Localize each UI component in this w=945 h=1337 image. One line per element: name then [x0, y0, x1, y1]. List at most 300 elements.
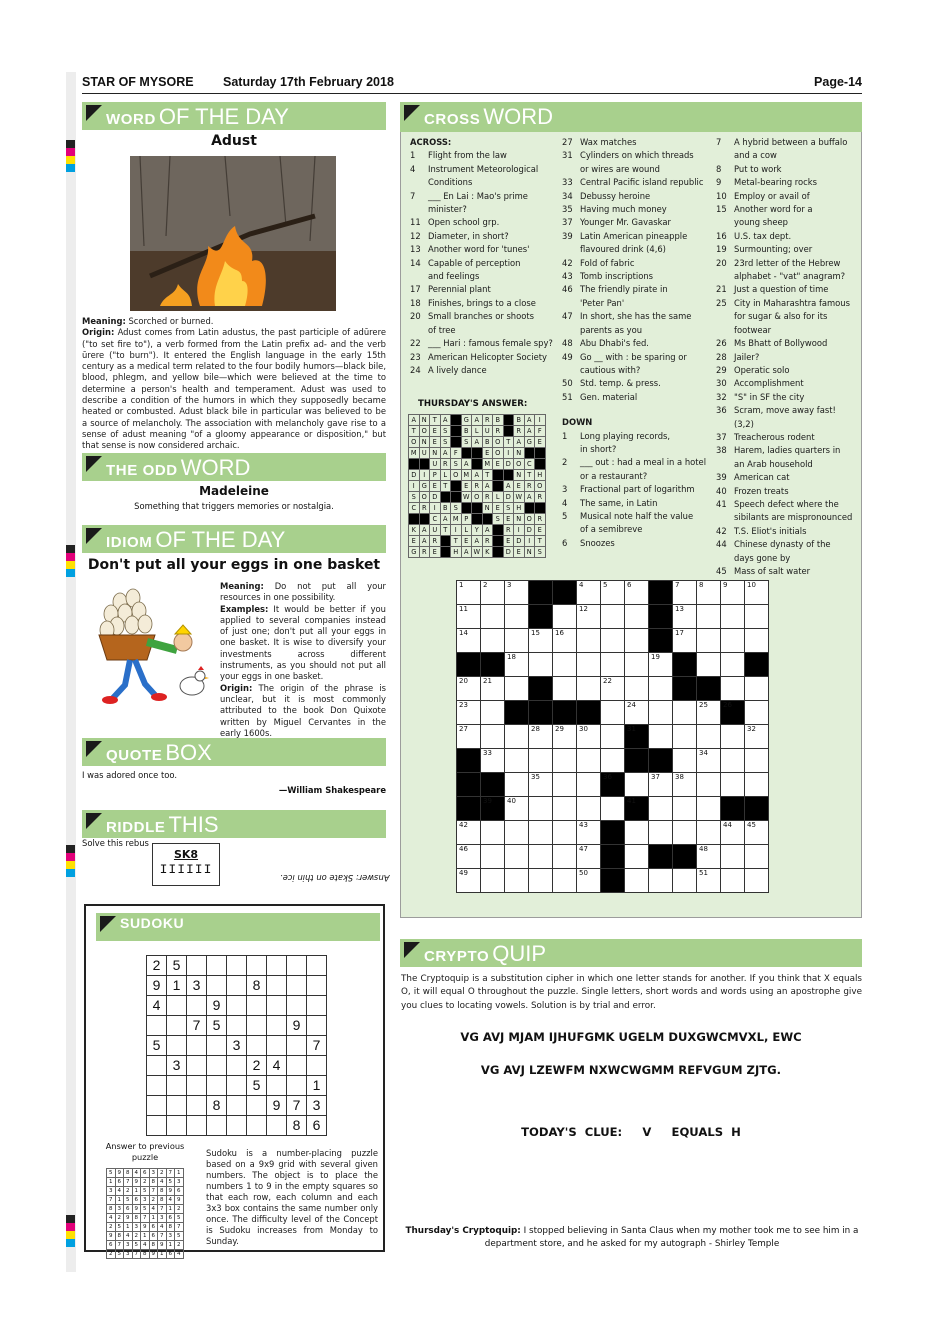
- sudoku-cell[interactable]: [307, 976, 327, 996]
- cell-number: 35: [531, 773, 540, 781]
- crossword-cell[interactable]: [481, 869, 505, 893]
- sudoku-cell[interactable]: [247, 1016, 267, 1036]
- sudoku-cell[interactable]: [227, 1096, 247, 1116]
- crossword-cell[interactable]: [673, 773, 697, 797]
- crossword-cell[interactable]: [577, 581, 601, 605]
- crossword-cell[interactable]: [745, 605, 769, 629]
- crossword-cell[interactable]: [577, 797, 601, 821]
- answer-cell: E: [535, 525, 546, 536]
- sudoku-cell[interactable]: [167, 996, 187, 1016]
- crossword-cell[interactable]: [481, 605, 505, 629]
- crossword-cell[interactable]: [721, 653, 745, 677]
- riddle-answer: Answer: Skate on thin ice.: [280, 873, 390, 883]
- crossword-cell[interactable]: [745, 869, 769, 893]
- crossword-cell[interactable]: [697, 773, 721, 797]
- sudoku-cell[interactable]: [287, 956, 307, 976]
- sudoku-cell[interactable]: [167, 1116, 187, 1136]
- sudoku-cell[interactable]: 2: [147, 956, 167, 976]
- crossword-cell[interactable]: [577, 677, 601, 701]
- crossword-cell[interactable]: [649, 677, 673, 701]
- crossword-cell[interactable]: [553, 653, 577, 677]
- crossword-cell[interactable]: [457, 605, 481, 629]
- odd-word-header: [82, 453, 386, 481]
- prev-answer-cell: 1: [158, 1250, 167, 1259]
- crossword-cell[interactable]: [505, 869, 529, 893]
- answer-cell: R: [430, 536, 441, 547]
- crossword-cell[interactable]: [697, 701, 721, 725]
- down-title: DOWN: [562, 417, 593, 428]
- origin-text: The origin of the phrase is unclear, but it is most commonly attributed to the book Don Quixote written by Miguel Cervantes in the early 1600s.: [220, 682, 386, 738]
- crossword-cell[interactable]: [697, 653, 721, 677]
- crossword-cell[interactable]: [649, 701, 673, 725]
- sudoku-cell[interactable]: [187, 1076, 207, 1096]
- crossword-cell[interactable]: [505, 797, 529, 821]
- crossword-cell[interactable]: [649, 725, 673, 749]
- sudoku-cell[interactable]: 7: [187, 1016, 207, 1036]
- crossword-cell[interactable]: [745, 629, 769, 653]
- crossword-cell[interactable]: [697, 797, 721, 821]
- sudoku-cell[interactable]: 4: [147, 996, 167, 1016]
- answer-cell: E: [504, 536, 515, 547]
- answer-cell: [451, 492, 462, 503]
- crossword-cell[interactable]: [745, 701, 769, 725]
- crossword-cell[interactable]: [481, 677, 505, 701]
- clue-number: 39: [562, 230, 573, 241]
- crossword-cell[interactable]: [505, 581, 529, 605]
- sudoku-cell[interactable]: 8: [207, 1096, 227, 1116]
- answer-cell: D: [525, 525, 536, 536]
- crossword-cell[interactable]: [721, 581, 745, 605]
- sudoku-cell[interactable]: [307, 1056, 327, 1076]
- crossword-black-cell: [649, 749, 673, 773]
- sudoku-cell[interactable]: 1: [167, 976, 187, 996]
- answer-cell: O: [409, 437, 420, 448]
- sudoku-cell[interactable]: [187, 996, 207, 1016]
- sudoku-cell[interactable]: [267, 996, 287, 1016]
- answer-cell: S: [451, 459, 462, 470]
- answer-cell: A: [472, 437, 483, 448]
- sudoku-cell[interactable]: 7: [307, 1036, 327, 1056]
- clue-number: 23: [410, 351, 421, 362]
- cell-number: 17: [675, 629, 684, 637]
- crossword-cell[interactable]: [577, 773, 601, 797]
- crossword-cell[interactable]: [553, 845, 577, 869]
- sudoku-grid: [146, 955, 327, 1136]
- header-small: THE ODD: [106, 462, 178, 479]
- clue-row: [410, 176, 560, 189]
- answer-cell: O: [514, 459, 525, 470]
- crossword-cell[interactable]: [625, 605, 649, 629]
- crossword-cell[interactable]: [505, 653, 529, 677]
- clue-text: or a restaurant?: [580, 470, 648, 481]
- sudoku-cell[interactable]: [227, 1076, 247, 1096]
- crossword-cell[interactable]: [721, 869, 745, 893]
- crossword-cell[interactable]: [577, 725, 601, 749]
- crossword-cell[interactable]: [625, 629, 649, 653]
- prev-answer-cell: 5: [116, 1250, 125, 1259]
- answer-cell: D: [504, 459, 515, 470]
- crossword-cell[interactable]: [457, 629, 481, 653]
- sudoku-cell[interactable]: [267, 1016, 287, 1036]
- crossword-cell[interactable]: [649, 821, 673, 845]
- crossword-black-cell: [625, 725, 649, 749]
- crossword-cell[interactable]: [625, 581, 649, 605]
- clue-row: [562, 203, 712, 216]
- crossword-cell[interactable]: [505, 845, 529, 869]
- crossword-cell[interactable]: [697, 725, 721, 749]
- crossword-cell[interactable]: [649, 773, 673, 797]
- crossword-cell[interactable]: [505, 749, 529, 773]
- crossword-cell[interactable]: [457, 821, 481, 845]
- prev-answer-cell: 2: [175, 1205, 184, 1214]
- sudoku-cell[interactable]: 3: [187, 976, 207, 996]
- crossword-cell[interactable]: [505, 725, 529, 749]
- prev-answer-cell: 9: [133, 1205, 142, 1214]
- crossword-cell[interactable]: [529, 725, 553, 749]
- sudoku-cell[interactable]: [147, 1116, 167, 1136]
- sudoku-cell[interactable]: [287, 1076, 307, 1096]
- crossword-cell[interactable]: [457, 725, 481, 749]
- clue-text: of tree: [428, 324, 456, 335]
- sudoku-cell[interactable]: 8: [247, 976, 267, 996]
- clue-text: and feelings: [428, 271, 480, 282]
- clue-number: [410, 203, 428, 216]
- sudoku-cell[interactable]: [287, 996, 307, 1016]
- clue-number: 32: [716, 391, 727, 402]
- crossword-cell[interactable]: [745, 677, 769, 701]
- crossword-cell[interactable]: [697, 605, 721, 629]
- sudoku-cell[interactable]: [147, 1056, 167, 1076]
- answer-cell: O: [493, 448, 504, 459]
- crossword-cell[interactable]: [697, 821, 721, 845]
- answer-cell: S: [504, 503, 515, 514]
- clue-number: 39: [716, 472, 727, 483]
- sudoku-cell[interactable]: [227, 1016, 247, 1036]
- clue-number: [716, 216, 734, 229]
- crossword-cell[interactable]: [721, 677, 745, 701]
- sudoku-cell[interactable]: [227, 976, 247, 996]
- answer-cell: A: [504, 481, 515, 492]
- sudoku-cell[interactable]: 3: [227, 1036, 247, 1056]
- sudoku-cell[interactable]: 1: [307, 1076, 327, 1096]
- crossword-cell[interactable]: [457, 581, 481, 605]
- crossword-cell[interactable]: [553, 629, 577, 653]
- crossword-cell[interactable]: [505, 821, 529, 845]
- crossword-cell[interactable]: [529, 845, 553, 869]
- answer-cell: I: [451, 525, 462, 536]
- sudoku-cell[interactable]: [207, 976, 227, 996]
- sudoku-cell[interactable]: [207, 1076, 227, 1096]
- sudoku-cell[interactable]: 7: [287, 1096, 307, 1116]
- sudoku-cell[interactable]: [307, 956, 327, 976]
- crossword-cell[interactable]: [673, 725, 697, 749]
- crossword-cell[interactable]: [625, 845, 649, 869]
- cell-number: 31: [627, 725, 636, 733]
- sudoku-cell[interactable]: [187, 1056, 207, 1076]
- crossword-cell[interactable]: [649, 653, 673, 677]
- crossword-cell[interactable]: [529, 869, 553, 893]
- sudoku-cell[interactable]: [167, 1036, 187, 1056]
- sudoku-cell[interactable]: [187, 1096, 207, 1116]
- sudoku-cell[interactable]: 9: [147, 976, 167, 996]
- crossword-cell[interactable]: [577, 605, 601, 629]
- sudoku-cell[interactable]: [267, 956, 287, 976]
- clue-text: Central Pacific island republic: [580, 177, 704, 188]
- cell-number: 21: [483, 677, 492, 685]
- sudoku-cell[interactable]: 9: [207, 996, 227, 1016]
- clue-row: [562, 176, 712, 189]
- sudoku-cell[interactable]: [287, 976, 307, 996]
- crossword-cell[interactable]: [673, 869, 697, 893]
- sudoku-cell[interactable]: [187, 1036, 207, 1056]
- sudoku-cell[interactable]: [187, 1116, 207, 1136]
- crossword-cell[interactable]: [721, 773, 745, 797]
- crossword-cell[interactable]: [601, 629, 625, 653]
- crossword-cell[interactable]: [457, 701, 481, 725]
- masthead: [82, 72, 862, 94]
- sudoku-cell[interactable]: [307, 1016, 327, 1036]
- answer-cell: [472, 448, 483, 459]
- clue-number: 15: [716, 204, 727, 215]
- crossword-cell[interactable]: [577, 629, 601, 653]
- header-big: OF THE DAY: [158, 104, 289, 129]
- prev-answer-cell: 3: [124, 1250, 133, 1259]
- crossword-cell[interactable]: [529, 773, 553, 797]
- corner-triangle-icon: [100, 916, 116, 932]
- crossword-cell[interactable]: [721, 629, 745, 653]
- sudoku-cell[interactable]: 5: [247, 1076, 267, 1096]
- crossword-cell[interactable]: [721, 845, 745, 869]
- crossword-cell[interactable]: [553, 773, 577, 797]
- sudoku-cell[interactable]: [167, 1096, 187, 1116]
- crossword-cell[interactable]: [745, 821, 769, 845]
- crossword-cell[interactable]: [481, 845, 505, 869]
- header-big: THIS: [168, 812, 219, 837]
- clue-text: or wires are wound: [580, 163, 660, 174]
- cell-number: 30: [579, 725, 588, 733]
- crossword-cell[interactable]: [553, 725, 577, 749]
- sudoku-cell[interactable]: 8: [287, 1116, 307, 1136]
- clue-text: Employ or avail of: [734, 190, 810, 201]
- clue-text: Flight from the law: [428, 150, 507, 161]
- answer-cell: [472, 503, 483, 514]
- crossword-cell[interactable]: [577, 869, 601, 893]
- answer-cell: [504, 470, 515, 481]
- crossword-cell[interactable]: [553, 677, 577, 701]
- clue-number: 19: [716, 244, 727, 255]
- crossword-black-cell: [649, 605, 673, 629]
- crossword-cell[interactable]: [529, 653, 553, 677]
- crossword-cell[interactable]: [577, 749, 601, 773]
- sudoku-cell[interactable]: 5: [207, 1016, 227, 1036]
- crossword-cell[interactable]: [457, 677, 481, 701]
- sudoku-cell[interactable]: 4: [267, 1056, 287, 1076]
- crossword-cell[interactable]: [625, 653, 649, 677]
- answer-cell: [493, 481, 504, 492]
- clue-text: Std. temp. & press.: [580, 378, 661, 389]
- clue-text: 23rd letter of the Hebrew: [734, 257, 841, 268]
- crossword-cell[interactable]: [481, 629, 505, 653]
- sudoku-cell[interactable]: [227, 1116, 247, 1136]
- answer-cell: A: [462, 459, 473, 470]
- crossword-cell[interactable]: [745, 749, 769, 773]
- sudoku-cell[interactable]: [227, 956, 247, 976]
- crossword-cell[interactable]: [553, 797, 577, 821]
- prev-answer-cell: 2: [133, 1232, 142, 1241]
- crossword-cell[interactable]: [505, 605, 529, 629]
- sudoku-cell[interactable]: [247, 1096, 267, 1116]
- crossword-cell[interactable]: [553, 749, 577, 773]
- sudoku-cell[interactable]: [247, 956, 267, 976]
- sudoku-cell[interactable]: [287, 1036, 307, 1056]
- crossword-cell[interactable]: [625, 869, 649, 893]
- clue-text: Long playing records,: [580, 430, 671, 441]
- crossword-cell[interactable]: [601, 701, 625, 725]
- clue-number: 3: [562, 484, 568, 495]
- clue-number: 29: [716, 364, 727, 375]
- crossword-cell[interactable]: [625, 677, 649, 701]
- crossword-cell[interactable]: [601, 677, 625, 701]
- sudoku-cell[interactable]: [227, 1056, 247, 1076]
- header-small: RIDDLE: [106, 819, 166, 836]
- crossword-cell[interactable]: [721, 821, 745, 845]
- crossword-cell[interactable]: [601, 797, 625, 821]
- crossword-cell[interactable]: [673, 581, 697, 605]
- crossword-cell[interactable]: [601, 605, 625, 629]
- crossword-cell[interactable]: [457, 869, 481, 893]
- sudoku-cell[interactable]: [167, 1016, 187, 1036]
- crossword-cell[interactable]: [625, 701, 649, 725]
- sudoku-cell[interactable]: [267, 1116, 287, 1136]
- sudoku-cell[interactable]: 9: [267, 1096, 287, 1116]
- prev-answer-cell: 7: [124, 1178, 133, 1187]
- crossword-cell[interactable]: [673, 605, 697, 629]
- crossword-cell[interactable]: [649, 869, 673, 893]
- sudoku-cell[interactable]: [287, 1056, 307, 1076]
- sudoku-cell[interactable]: [267, 1076, 287, 1096]
- sudoku-cell[interactable]: [207, 956, 227, 976]
- sudoku-cell[interactable]: [247, 1116, 267, 1136]
- sudoku-cell[interactable]: [227, 996, 247, 1016]
- crossword-cell[interactable]: [601, 725, 625, 749]
- crossword-cell[interactable]: [577, 653, 601, 677]
- crossword-cell[interactable]: [673, 797, 697, 821]
- crossword-cell[interactable]: [721, 749, 745, 773]
- sudoku-cell[interactable]: [247, 996, 267, 1016]
- answer-cell: R: [483, 492, 494, 503]
- crossword-cell[interactable]: [601, 581, 625, 605]
- sudoku-cell[interactable]: 9: [287, 1016, 307, 1036]
- prev-answer-cell: 6: [167, 1250, 176, 1259]
- sudoku-cell[interactable]: 3: [167, 1056, 187, 1076]
- crossword-cell[interactable]: [505, 773, 529, 797]
- sudoku-cell[interactable]: [207, 1036, 227, 1056]
- crossword-cell[interactable]: [745, 581, 769, 605]
- clue-row: [716, 552, 858, 565]
- crossword-cell[interactable]: [529, 821, 553, 845]
- sudoku-cell[interactable]: [207, 1116, 227, 1136]
- sudoku-cell[interactable]: [267, 976, 287, 996]
- crossword-cell[interactable]: [577, 821, 601, 845]
- crossword-cell[interactable]: [697, 845, 721, 869]
- crossword-cell[interactable]: [505, 629, 529, 653]
- crossword-cell[interactable]: [529, 797, 553, 821]
- crossword-cell[interactable]: [697, 869, 721, 893]
- crossword-cell[interactable]: [697, 629, 721, 653]
- sudoku-cell[interactable]: [187, 956, 207, 976]
- crossword-cell[interactable]: [457, 845, 481, 869]
- crossword-cell[interactable]: [697, 749, 721, 773]
- clue-number: 31: [562, 150, 573, 161]
- crossword-cell[interactable]: [673, 701, 697, 725]
- crossword-cell[interactable]: [697, 581, 721, 605]
- prev-answer-cell: 8: [150, 1178, 159, 1187]
- sudoku-cell[interactable]: [147, 1096, 167, 1116]
- crossword-cell[interactable]: [505, 677, 529, 701]
- crossword-cell[interactable]: [553, 605, 577, 629]
- crossword-cell[interactable]: [481, 821, 505, 845]
- crossword-cell[interactable]: [553, 869, 577, 893]
- crossword-cell[interactable]: [529, 749, 553, 773]
- crossword-cell[interactable]: [673, 749, 697, 773]
- crossword-cell[interactable]: [601, 749, 625, 773]
- sudoku-cell[interactable]: [167, 1076, 187, 1096]
- sudoku-cell[interactable]: 3: [307, 1096, 327, 1116]
- crossword-cell[interactable]: [553, 821, 577, 845]
- prev-answer-cell: 1: [116, 1196, 125, 1205]
- prev-answer-cell: 6: [150, 1223, 159, 1232]
- crossword-cell[interactable]: [529, 629, 553, 653]
- crossword-cell[interactable]: [481, 725, 505, 749]
- crossword-cell[interactable]: [625, 773, 649, 797]
- answer-cell: N: [514, 470, 525, 481]
- sudoku-cell[interactable]: [307, 996, 327, 1016]
- sudoku-cell[interactable]: 5: [167, 956, 187, 976]
- sudoku-cell[interactable]: [207, 1056, 227, 1076]
- crossword-cell[interactable]: [673, 629, 697, 653]
- answer-cell: A: [472, 536, 483, 547]
- clue-row: [410, 364, 560, 377]
- sudoku-cell[interactable]: [147, 1016, 167, 1036]
- crossword-black-cell: [553, 701, 577, 725]
- crossword-cell[interactable]: [481, 701, 505, 725]
- prev-answer-cell: 6: [116, 1178, 125, 1187]
- crossword-cell[interactable]: [625, 821, 649, 845]
- crossword-cell[interactable]: [481, 749, 505, 773]
- answer-cell: T: [451, 536, 462, 547]
- crossword-cell[interactable]: [577, 845, 601, 869]
- crossword-cell[interactable]: [601, 653, 625, 677]
- sudoku-cell[interactable]: [247, 1036, 267, 1056]
- crossword-black-cell: [457, 773, 481, 797]
- crossword-cell[interactable]: [745, 773, 769, 797]
- sudoku-cell[interactable]: [147, 1076, 167, 1096]
- sudoku-cell[interactable]: 5: [147, 1036, 167, 1056]
- clue-text: Wax matches: [580, 137, 637, 147]
- crossword-cell[interactable]: [673, 821, 697, 845]
- crossword-cell[interactable]: [481, 581, 505, 605]
- crossword-cell[interactable]: [649, 797, 673, 821]
- sudoku-cell[interactable]: 2: [247, 1056, 267, 1076]
- crossword-cell[interactable]: [745, 845, 769, 869]
- crossword-cell[interactable]: [745, 725, 769, 749]
- clue-number: 1: [562, 430, 568, 441]
- crossword-cell[interactable]: [721, 725, 745, 749]
- sudoku-cell[interactable]: 6: [307, 1116, 327, 1136]
- clue-number: 34: [562, 190, 573, 201]
- sudoku-cell[interactable]: [267, 1036, 287, 1056]
- crossword-cell[interactable]: [721, 605, 745, 629]
